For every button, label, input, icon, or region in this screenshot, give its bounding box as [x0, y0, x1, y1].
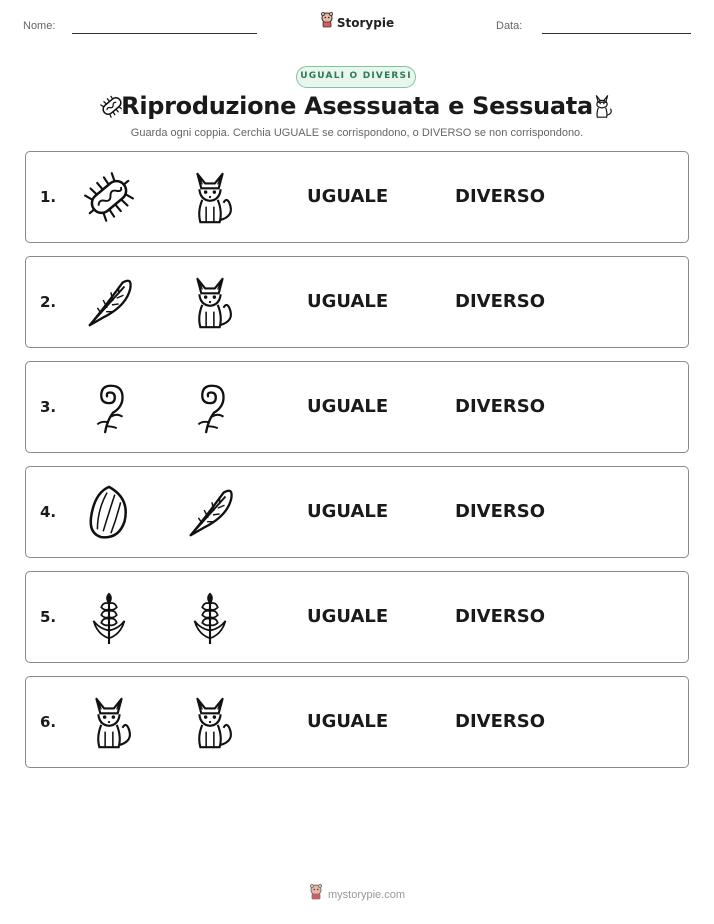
exercise-row — [25, 151, 689, 243]
same-option[interactable]: UGUALE — [307, 711, 389, 732]
same-option[interactable]: UGUALE — [307, 291, 389, 312]
same-option[interactable]: UGUALE — [307, 501, 389, 522]
item-number: 2. — [40, 293, 57, 311]
storypie-mascot-icon — [309, 884, 323, 905]
fox-icon — [181, 273, 239, 331]
feather-icon — [80, 273, 138, 331]
different-option[interactable]: DIVERSO — [455, 291, 545, 312]
different-option[interactable]: DIVERSO — [455, 501, 545, 522]
storypie-mascot-icon — [320, 12, 334, 33]
exercise-row — [25, 676, 689, 768]
same-option[interactable]: UGUALE — [307, 606, 389, 627]
item-number: 6. — [40, 713, 57, 731]
exercise-row — [25, 361, 689, 453]
fern-icon — [181, 378, 239, 436]
brand-logo — [0, 12, 714, 33]
feather-icon — [181, 483, 239, 541]
instructions: Guarda ogni coppia. Cerchia UGUALE se corrispondono, o DIVERSO se non corrispondono. — [130, 127, 584, 139]
fox-icon — [181, 168, 239, 226]
exercise-row — [25, 256, 689, 348]
worksheet-type-badge: UGUALI O DIVERSI — [296, 66, 416, 88]
wheat-icon — [181, 588, 239, 646]
name-label: Nome: — [23, 20, 56, 32]
fox-icon — [588, 90, 616, 127]
same-option[interactable]: UGUALE — [307, 396, 389, 417]
date-label: Data: — [496, 20, 523, 32]
fern-icon — [80, 378, 138, 436]
different-option[interactable]: DIVERSO — [455, 606, 545, 627]
item-number: 4. — [40, 503, 57, 521]
item-number: 5. — [40, 608, 57, 626]
footer — [0, 884, 714, 905]
wheat-icon — [80, 588, 138, 646]
different-option[interactable]: DIVERSO — [455, 711, 545, 732]
brand-name: Storypie — [336, 15, 395, 30]
exercise-list — [25, 151, 689, 781]
different-option[interactable]: DIVERSO — [455, 396, 545, 417]
fox-icon — [181, 693, 239, 751]
same-option[interactable]: UGUALE — [307, 186, 389, 207]
exercise-row — [25, 571, 689, 663]
footer-website[interactable]: mystorypie.com — [327, 888, 406, 901]
item-number: 1. — [40, 188, 57, 206]
date-line[interactable] — [542, 33, 691, 34]
exercise-row — [25, 466, 689, 558]
name-line[interactable] — [72, 33, 257, 34]
page-title: Riproduzione Asessuata e Sessuata — [121, 92, 593, 120]
different-option[interactable]: DIVERSO — [455, 186, 545, 207]
bacterium-icon — [80, 168, 138, 226]
fox-icon — [80, 693, 138, 751]
item-number: 3. — [40, 398, 57, 416]
almond-icon — [80, 483, 138, 541]
